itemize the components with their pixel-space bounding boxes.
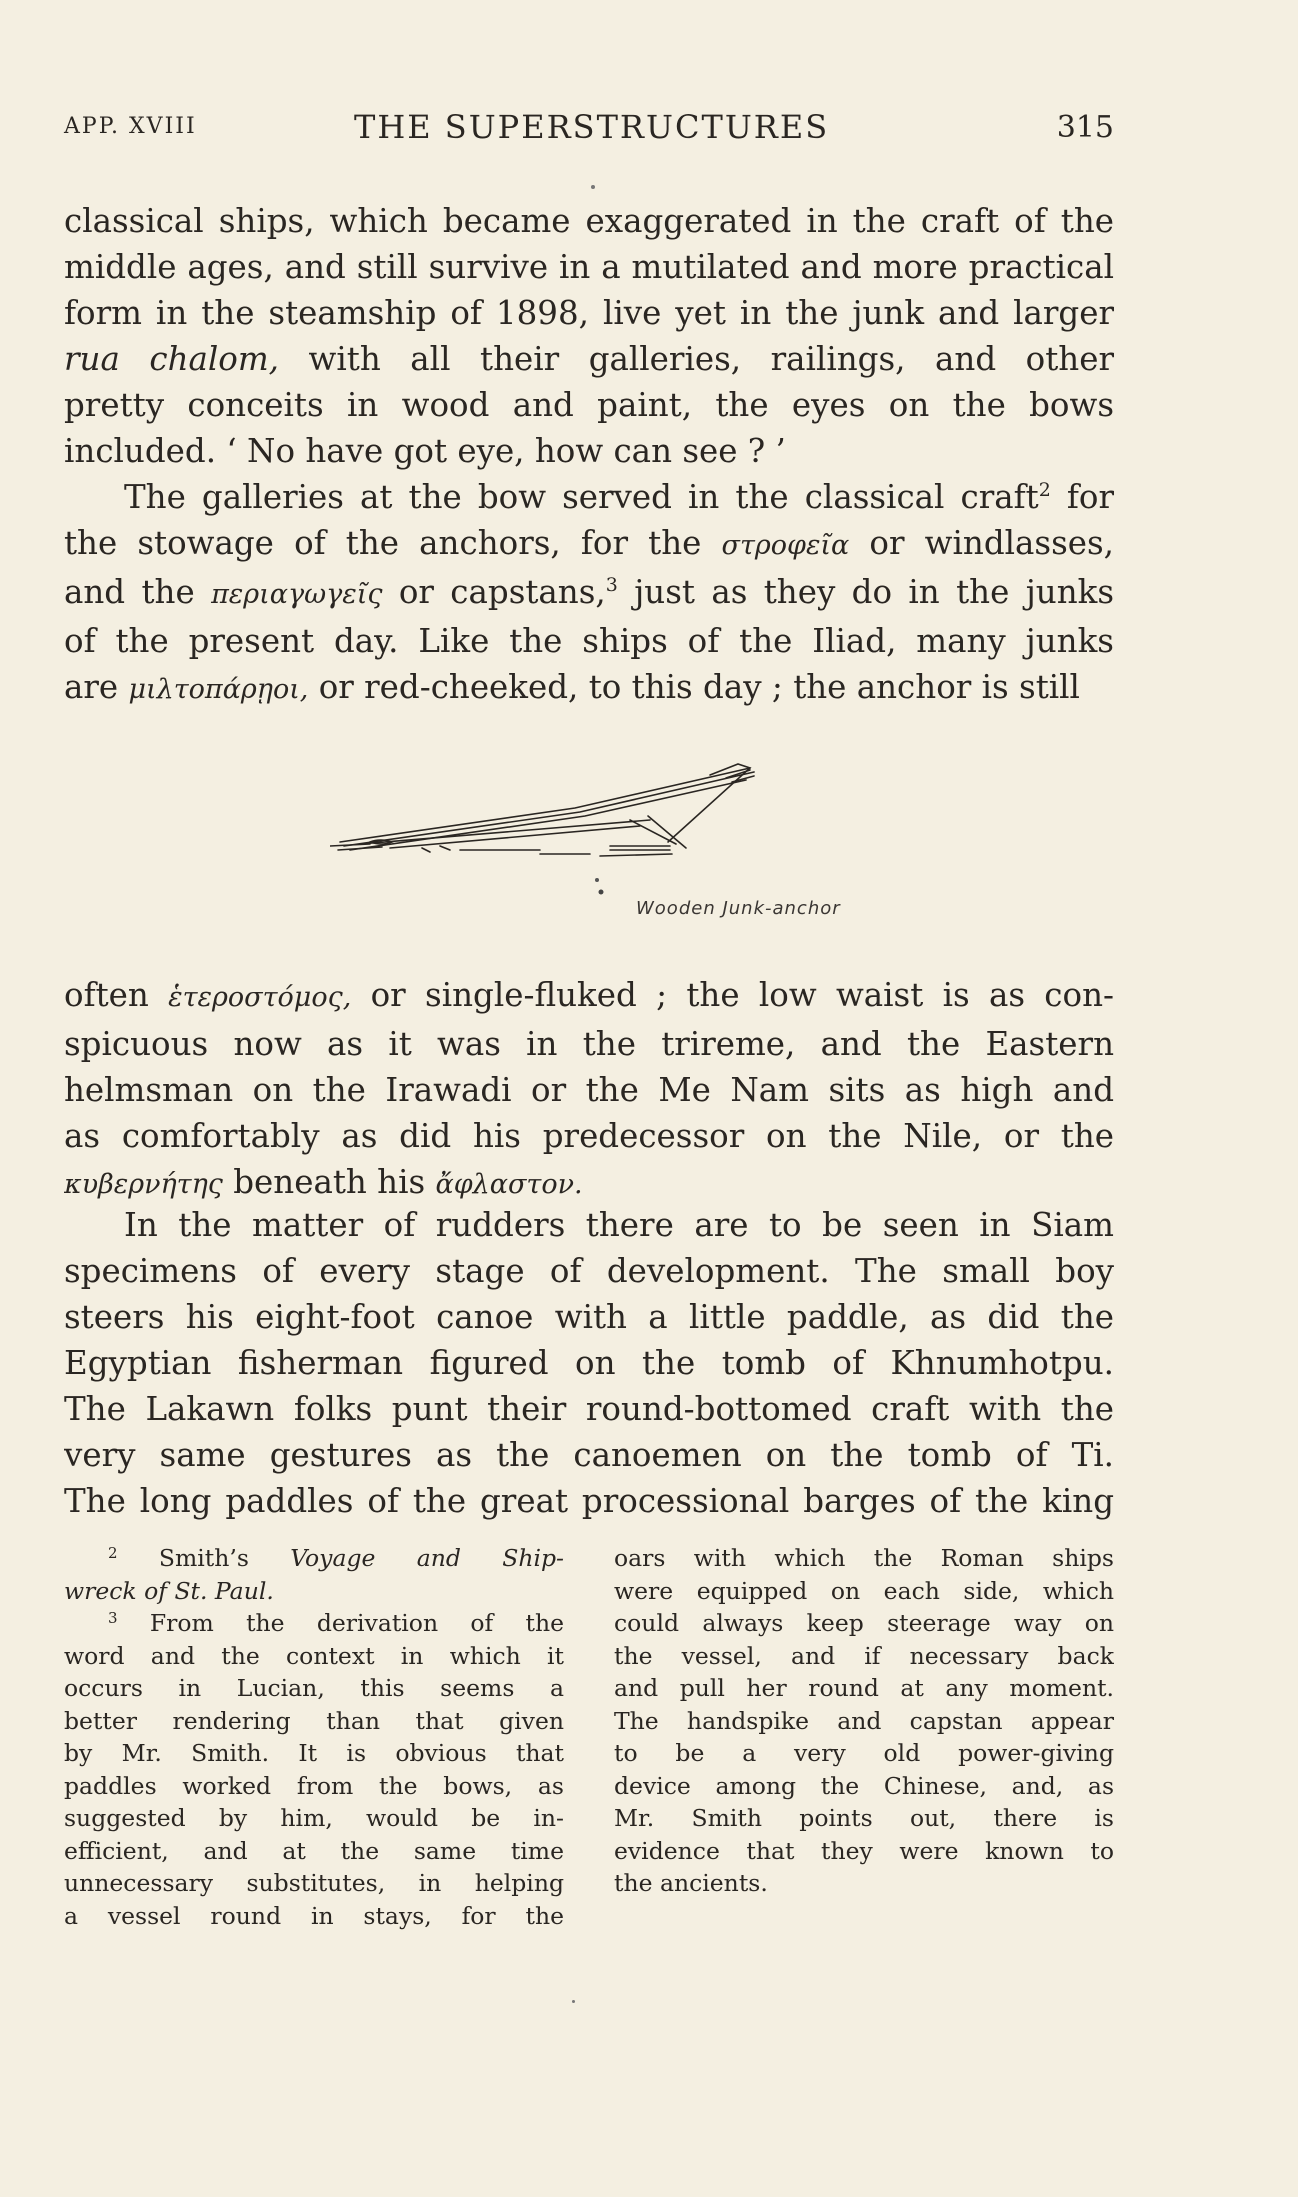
footnote-3: [64, 1607, 564, 1640]
text-line: were equipped on each side, which: [614, 1576, 1114, 1605]
page-number: 315: [1056, 110, 1114, 145]
greek-term: στροφεῖα: [721, 530, 850, 561]
text-line: a vessel round in stays, for the: [64, 1901, 564, 1930]
text-line: [64, 520, 1114, 569]
text-line: Mr. Smith points out, there is: [614, 1804, 1114, 1832]
text-line: [64, 1159, 1114, 1208]
text-line: evidence that they were known to: [614, 1836, 1114, 1865]
greek-term: περιαγωγεῖς: [211, 579, 383, 610]
text-line: [64, 474, 1114, 520]
text-line: [64, 1575, 564, 1608]
running-header: [64, 108, 1114, 148]
text-run: with all their galleries, railings, and other: [279, 340, 1114, 378]
text-run: for: [1050, 478, 1114, 516]
text-line: Egyptian fisherman figured on the tomb of Khnumhotpu.: [64, 1344, 1114, 1382]
text-line: by Mr. Smith. It is obvious that: [64, 1739, 564, 1767]
footnote-number: 2: [108, 1544, 118, 1562]
page-title: THE SUPERSTRUCTURES: [354, 108, 830, 146]
text-line: middle ages, and still survive in a mutilated and more practical: [64, 248, 1114, 286]
text-line: classical ships, which became exaggerated in the craft of the: [64, 202, 1114, 240]
text-run: or windlasses,: [849, 524, 1114, 562]
text-run: Smith’s: [117, 1544, 291, 1572]
text-line: better rendering than that given: [64, 1706, 564, 1735]
text-line: helmsman on the Irawadi or the Me Nam sits as high and: [64, 1071, 1114, 1109]
greek-term: ἄφλαστον.: [435, 1169, 583, 1200]
text-line: [64, 972, 1114, 1021]
text-line: specimens of every stage of development. The small boy: [64, 1252, 1114, 1290]
text-run: beneath his: [222, 1163, 436, 1201]
text-line: and pull her round at any moment.: [614, 1674, 1114, 1702]
text-line: efficient, and at the same time: [64, 1836, 564, 1865]
text-run: the stowage of the anchors, for the: [64, 524, 722, 562]
text-line: unnecessary substitutes, in helping: [64, 1869, 564, 1897]
text-line: could always keep steerage way on: [614, 1609, 1114, 1637]
text-line: In the matter of rudders there are to be seen in Siam: [124, 1206, 1114, 1244]
italic-title: Voyage and Ship-: [290, 1544, 564, 1572]
text-line: The long paddles of the great processional barges of the king: [64, 1482, 1114, 1520]
text-line: The handspike and capstan appear: [614, 1706, 1114, 1735]
text-line: The Lakawn folks punt their round-bottomed craft with the: [64, 1390, 1114, 1428]
greek-term: ἑτεροστόμος,: [168, 982, 352, 1013]
text-line: suggested by him, would be in-: [64, 1804, 564, 1832]
appendix-label: APP. XVIII: [64, 114, 197, 139]
text-run: and the: [64, 573, 212, 611]
paragraph-2: [64, 474, 1114, 713]
text-line: steers his eight-foot canoe with a little paddle, as did the: [64, 1298, 1114, 1336]
footnote-ref-3: 3: [605, 574, 618, 596]
paragraph-4: [64, 1202, 1114, 1524]
text-line: [64, 336, 1114, 382]
text-line: pretty conceits in wood and paint, the eyes on the bows: [64, 386, 1114, 424]
greek-term: μιλτοπάρῃοι,: [128, 674, 309, 705]
text-line: form in the steamship of 1898, live yet in the junk and larger: [64, 294, 1114, 332]
paragraph-1: [64, 198, 1114, 474]
footnotes-right-column: [614, 1542, 1114, 1900]
figure-caption: Wooden Junk-anchor: [636, 898, 841, 919]
text-line: the ancients.: [614, 1869, 768, 1897]
text-run: or capstans,: [382, 573, 606, 611]
text-line: paddles worked from the bows, as: [64, 1771, 564, 1800]
text-line: the vessel, and if necessary back: [614, 1641, 1114, 1670]
paragraph-3: [64, 972, 1114, 1208]
text-run: The galleries at the bow served in the classical craft: [124, 478, 1039, 516]
text-run: or red-cheeked, to this day ; the anchor is still: [308, 668, 1080, 706]
text-run: or single-fluked ; the low waist is as con-: [351, 976, 1114, 1014]
footnote-2: [64, 1542, 564, 1575]
text-line: occurs in Lucian, this seems a: [64, 1674, 564, 1702]
text-line: very same gestures as the canoemen on the tomb of Ti.: [64, 1436, 1114, 1474]
text-line: device among the Chinese, and, as: [614, 1771, 1114, 1800]
text-run: just as they do in the junks: [617, 573, 1114, 611]
italic-term: rua chalom,: [64, 340, 280, 378]
text-line: of the present day. Like the ships of the Iliad, many junks: [64, 622, 1114, 660]
text-line: oars with which the Roman ships: [614, 1544, 1114, 1572]
text-line: included. ‘ No have got eye, how can see ? ’: [64, 432, 786, 470]
text-line: word and the context in which it: [64, 1641, 564, 1670]
greek-term: κυβερνήτης: [64, 1169, 223, 1200]
print-speck: [591, 185, 595, 189]
footnotes-left-column: [64, 1542, 564, 1932]
footnote-ref-2: 2: [1038, 479, 1051, 501]
text-line: to be a very old power-giving: [614, 1739, 1114, 1767]
text-line: as comfortably as did his predecessor on the Nile, or the: [64, 1117, 1114, 1155]
italic-title: wreck of St. Paul.: [64, 1576, 274, 1605]
text-run: are: [64, 668, 129, 706]
print-speck: [572, 2000, 575, 2003]
text-run: From the derivation of the: [117, 1609, 564, 1637]
text-line: spicuous now as it was in the trireme, and the Eastern: [64, 1025, 1114, 1063]
text-run: often: [64, 976, 169, 1014]
footnote-number: 3: [108, 1609, 118, 1627]
text-line: [64, 664, 1114, 713]
text-line: [64, 569, 1114, 618]
